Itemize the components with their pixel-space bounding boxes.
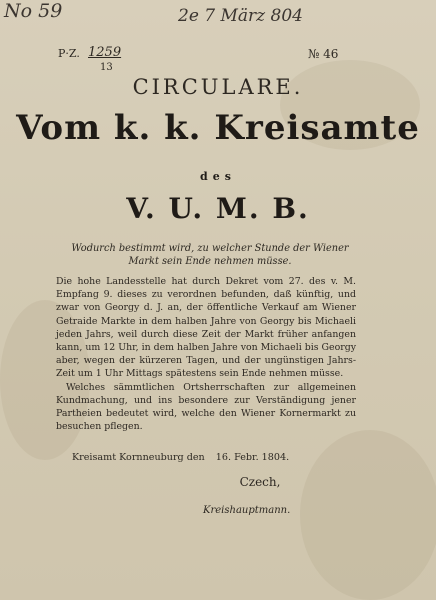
signature-name: Czech, — [239, 475, 281, 489]
body-paragraph: Die hohe Landesstelle hat durch Dekret vom 27. des v. M. Empfang 9. dieses zu verordnen befunden, daß künftig, und zwar von Georgy d. J. an, der öffentliche Verkauf am Wiener Getraide Markte in dem halben Jahre von Georgy bis Michaeli jeden Jahrs, weil durch diese Zeit der Markt früher anfangen kann, um 12 Uhr, in dem halben Jahre von Michaeli bis Georgy aber, wegen der kürzeren Tagen, und der ungünstigen Jahrs-Zeit um 1 Uhr Mittags spätestens sein Ende nehmen müsse. — [56, 276, 356, 380]
document-body — [56, 275, 356, 433]
body-paragraph: Welches sämmtlichen Ortsherrschaften zur allgemeinen Kundmachung, und ins besondere zur Verständigung jener Partheien bedeutet wird, welche den Wiener Kornermarkt zu besuchen pflegen. — [56, 381, 356, 433]
document-heading: CIRCULARE. — [132, 75, 304, 99]
handwritten-date: 2e 7 März 804 — [178, 6, 303, 26]
paper-stain — [300, 430, 436, 600]
signature-title: Kreishauptmann. — [203, 505, 291, 516]
issuer-heading: Vom k. k. Kreisamte — [16, 108, 420, 148]
closing-date: 16. Febr. 1804. — [215, 452, 290, 463]
document-subtitle: Wodurch bestimmt wird, zu welcher Stunde der Wiener Markt sein Ende nehmen müsse. — [71, 243, 349, 267]
district-heading: V. U. M. B. — [126, 192, 310, 225]
pz-number: 1259 — [88, 45, 122, 60]
pz-label: P·Z. — [58, 47, 80, 60]
circular-number: № 46 — [308, 47, 339, 61]
des-word: des — [200, 170, 236, 183]
pz-sub-number: 13 — [100, 62, 113, 73]
closing-line — [72, 452, 297, 463]
closing-place: Kreisamt Kornneuburg den — [72, 452, 205, 463]
archive-number: No 59 — [4, 0, 63, 22]
